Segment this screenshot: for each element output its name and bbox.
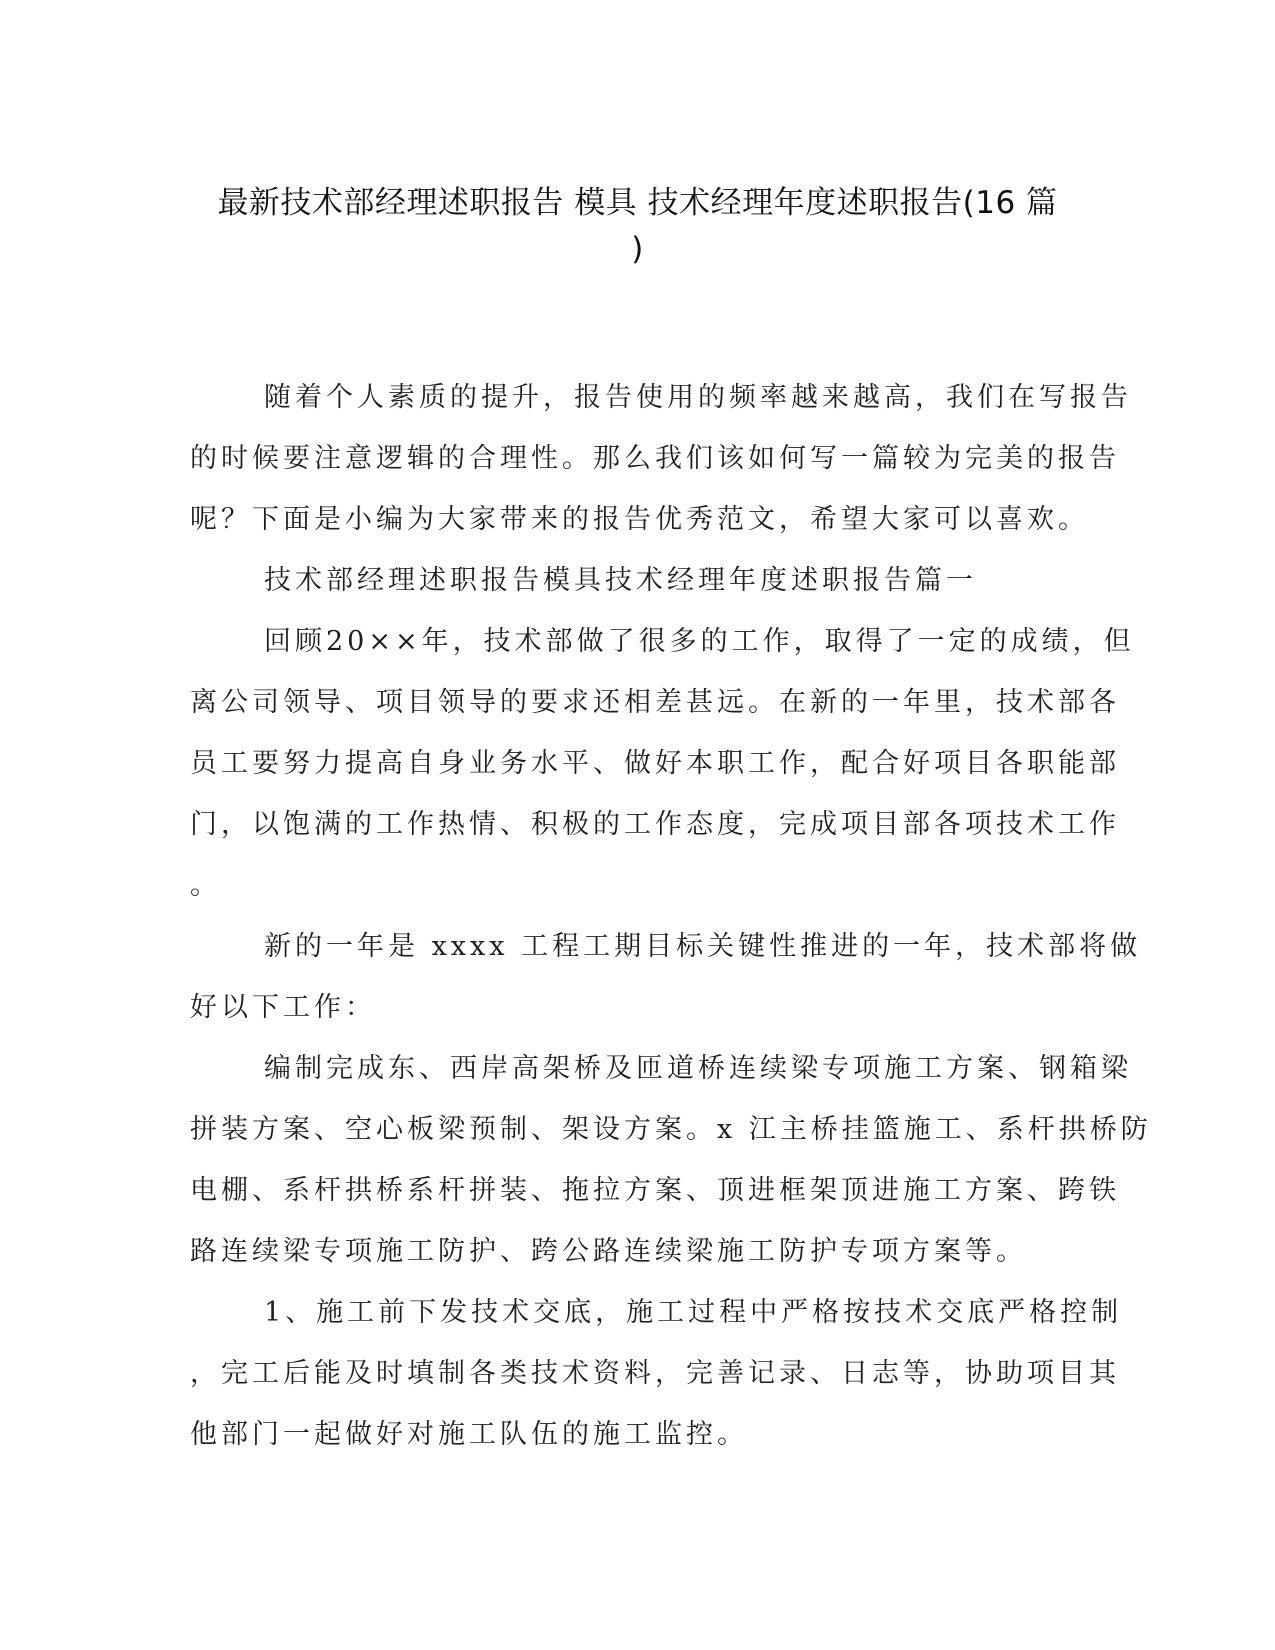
paragraph-plans-line-4: 路连续梁专项施工防护、跨公路连续梁施工防护专项方案等。: [190, 1236, 1027, 1267]
list-item-1-line-2: ，完工后能及时填制各类技术资料，完善记录、日志等，协助项目其: [190, 1358, 1120, 1389]
section-heading: 技术部经理述职报告模具技术经理年度述职报告篇一: [264, 565, 977, 596]
paragraph-review-line-2: 离公司领导、项目领导的要求还相差甚远。在新的一年里，技术部各: [190, 687, 1120, 718]
paragraph-review-line-1: 回顾20××年，技术部做了很多的工作，取得了一定的成绩，但: [264, 626, 1135, 657]
title-line-1: 最新技术部经理述职报告 模具 技术经理年度述职报告(16 篇: [217, 185, 1058, 221]
list-item-1-line-1: 1、施工前下发技术交底，施工过程中严格按技术交底严格控制: [264, 1297, 1123, 1328]
paragraph-review-line-5: 。: [190, 870, 221, 901]
paragraph-plans-line-2: 拼装方案、空心板梁预制、架设方案。x 江主桥挂篮施工、系杆拱桥防: [190, 1114, 1152, 1145]
paragraph-newyear-line-1: 新的一年是 xxxx 工程工期目标关键性推进的一年，技术部将做: [264, 931, 1142, 962]
document-title: [190, 180, 1085, 272]
paragraph-intro-line-2: 的时候要注意逻辑的合理性。那么我们该如何写一篇较为完美的报告: [190, 443, 1120, 474]
list-item-1-line-3: 他部门一起做好对施工队伍的施工监控。: [190, 1419, 748, 1450]
paragraph-intro-line-3: 呢？下面是小编为大家带来的报告优秀范文，希望大家可以喜欢。: [190, 504, 1089, 535]
paragraph-plans-line-3: 电棚、系杆拱桥系杆拼装、拖拉方案、顶进框架顶进施工方案、跨铁: [190, 1175, 1120, 1206]
title-line-2: ): [631, 231, 644, 267]
paragraph-intro-line-1: 随着个人素质的提升，报告使用的频率越来越高，我们在写报告: [264, 382, 1132, 413]
paragraph-review-line-4: 门，以饱满的工作热情、积极的工作态度，完成项目部各项技术工作: [190, 809, 1120, 840]
paragraph-newyear-line-2: 好以下工作：: [190, 992, 376, 1023]
paragraph-plans-line-1: 编制完成东、西岸高架桥及匝道桥连续梁专项施工方案、钢箱梁: [264, 1053, 1132, 1084]
document-body: [190, 367, 1152, 1465]
paragraph-review-line-3: 员工要努力提高自身业务水平、做好本职工作，配合好项目各职能部: [190, 748, 1120, 779]
